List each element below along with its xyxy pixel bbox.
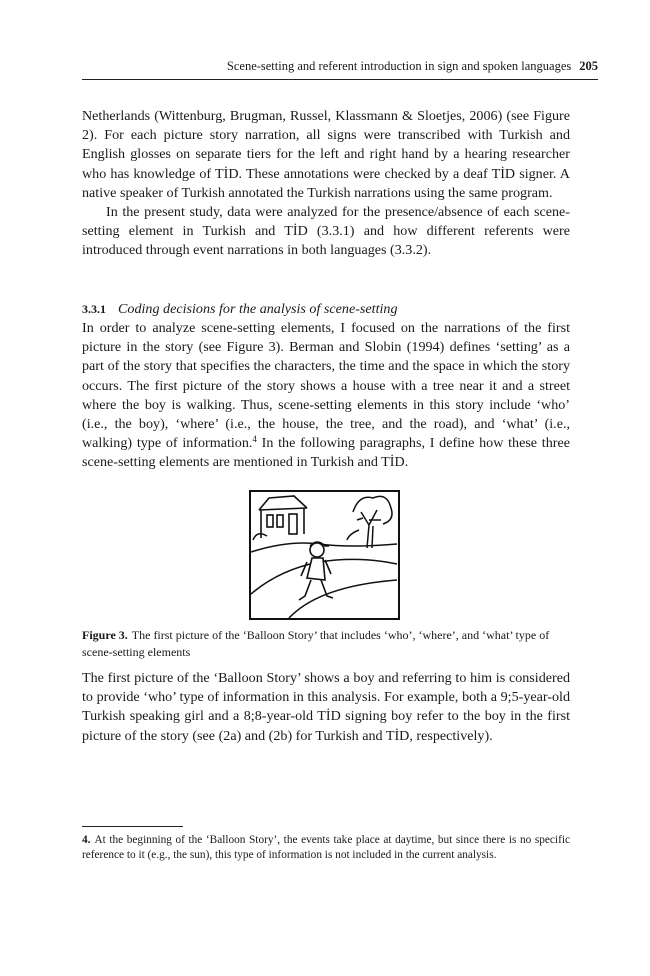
- body-block-2: [82, 319, 570, 473]
- footnote-marker[interactable]: 4: [252, 434, 257, 445]
- page-number: 205: [579, 59, 598, 73]
- running-title: Scene-setting and referent introduction in sign and spoken languages: [226, 59, 572, 73]
- figure-caption-text: The first picture of the ‘Balloon Story’ that includes ‘who’, ‘where’, and ‘what’ type of scene-setting elements: [82, 628, 550, 659]
- paragraph-3-text: In order to analyze scene-setting elements, I focused on the narrations of the first picture in the story (see Figure 3). Berman and Slobin (1994) defines ‘setting’ as a part of the story that specifies the characters, the time and the space in which the story occurs. The first picture of the story shows a house with a tree near it and a street where the boy is walking. Thus, scene-setting elements in this story include ‘who’ (i.e., the boy), ‘where’ (i.e., the house, the tree, and the road), and ‘what’ (i.e., walking) type of information.: [82, 320, 570, 452]
- paragraph-3: [82, 319, 570, 473]
- footnote-text: At the beginning of the ‘Balloon Story’, the events take place at daytime, but since there is no specific reference to it (e.g., the sun), this type of information is not included in the current analysis.: [82, 834, 570, 862]
- figure-label: Figure 3.: [82, 628, 128, 642]
- section-heading: [82, 300, 398, 319]
- footnote-number: 4.: [82, 834, 91, 846]
- paragraph-1: Netherlands (Wittenburg, Brugman, Russel, Klassmann & Sloetjes, 2006) (see Figure 2). For each picture story narration, all signs were transcribed with Turkish and English glosses on separate tiers for the left and right hand by a hearing researcher who has knowledge of TİD. These annotations were checked by a deaf TİD signer. A native speaker of Turkish annotated the Turkish narrations using the same program.: [82, 108, 570, 201]
- body-block-3: [82, 669, 570, 746]
- footnote-rule: [82, 826, 183, 827]
- footnote: [82, 833, 570, 864]
- paragraph-2: In the present study, data were analyzed for the presence/absence of each scene-setting element in Turkish and TİD (3.3.1) and how different referents were introduced through event narrations in both languages (3.3.2).: [82, 204, 570, 259]
- balloon-story-figure: [249, 490, 400, 620]
- paragraph-3-text-after: In the following paragraphs, I define how these three scene-setting elements are mentioned in Turkish and TİD.: [82, 435, 570, 471]
- section-number: 3.3.1: [82, 302, 106, 316]
- figure-caption: [82, 627, 570, 661]
- section-title: Coding decisions for the analysis of scene-setting: [118, 301, 398, 317]
- paragraph-4: The first picture of the ‘Balloon Story’ shows a boy and referring to him is considered to provide ‘who’ type of information in this analysis. For example, both a 9;5-year-old Turkish speaking girl and a 8;8-year-old TİD signing boy refer to the boy in the first picture of the story (see (2a) and (2b) for Turkish and TİD, respectively).: [82, 670, 570, 744]
- running-header: [82, 58, 598, 74]
- body-block-1: [82, 107, 570, 261]
- header-rule: [82, 79, 598, 80]
